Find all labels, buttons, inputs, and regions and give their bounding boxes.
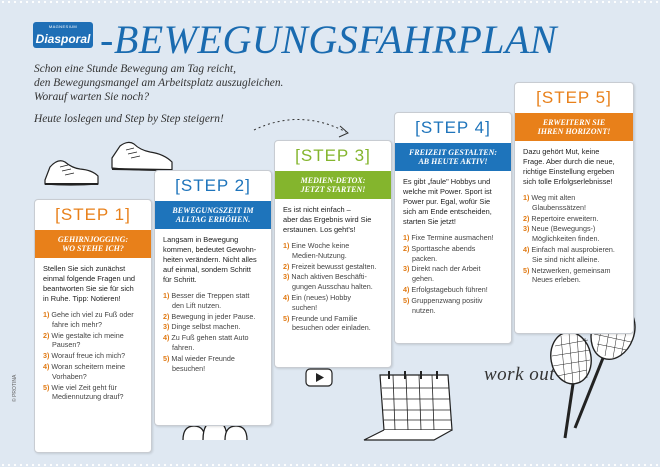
list-item-number: 5) — [523, 265, 530, 275]
step-heading — [395, 143, 511, 171]
step-heading-line: MEDIEN-DETOX: — [300, 176, 366, 185]
step-description-line: Power pur. Egal, wofür Sie — [403, 197, 491, 206]
step-heading-line: FREIZEIT GESTALTEN: — [408, 148, 498, 157]
step-description-line: sich tolle Erfolgserlebnisse! — [523, 177, 613, 186]
list-item-number: 5) — [163, 353, 170, 363]
step-list — [275, 235, 391, 333]
list-item-number: 5) — [283, 313, 290, 323]
list-item — [403, 285, 505, 295]
list-item-text: Freunde und Familie — [291, 313, 358, 323]
step-description-line: erstaunen. Los geht's! — [283, 225, 356, 234]
list-item — [283, 314, 385, 334]
list-item-number: 3) — [283, 272, 290, 282]
logo-subtitle: MAGNESIUM — [48, 24, 78, 29]
step-heading-line: ALLTAG ERHÖHEN. — [175, 215, 251, 224]
step-list — [515, 187, 633, 285]
list-item-text: Mal wieder Freunde — [171, 353, 235, 363]
step-description-line: welche mit Power. Sport ist — [403, 187, 492, 196]
intro-text — [34, 62, 324, 104]
list-item-number: 1) — [403, 233, 410, 242]
list-item-number: 2) — [163, 311, 170, 321]
step-description-line: Stellen Sie sich zunächst — [43, 264, 126, 273]
step-label: [STEP 5] — [536, 88, 612, 107]
list-item-text: Nach aktiven Beschäfti- — [291, 272, 367, 282]
list-item — [403, 264, 505, 284]
step-heading-line: GEHIRNJOGGING: — [57, 235, 129, 244]
list-item — [163, 322, 265, 332]
step-label: [STEP 3] — [295, 146, 371, 165]
list-item-text: Repertoire erweitern. — [531, 213, 599, 223]
list-item — [43, 310, 145, 330]
step-description-line: starten Sie jetzt! — [403, 217, 456, 226]
step-list — [395, 227, 511, 315]
list-item-text: Möglichkeiten finden. — [532, 234, 600, 244]
calendar-icon — [360, 370, 460, 445]
list-item-text: Fixe Termine ausmachen! — [411, 233, 494, 242]
list-item-number: 3) — [403, 264, 410, 274]
list-item-text: Ein (neues) Hobby — [291, 292, 351, 302]
list-item-number: 2) — [523, 213, 530, 223]
list-item-text: Neues erleben. — [532, 275, 581, 285]
list-item-text: Eine Woche keine — [291, 241, 350, 250]
list-item — [43, 331, 145, 351]
list-item — [163, 312, 265, 322]
workout-label: work out — [484, 364, 556, 385]
step-card-3 — [274, 140, 392, 368]
list-item-number: 5) — [43, 382, 50, 392]
brand-logo — [33, 22, 93, 48]
step-description-line: Es gibt „faule" Hobbys und — [403, 177, 491, 186]
list-item-text: Gruppenzwang positiv — [411, 295, 483, 305]
list-item-text: Dinge selbst machen. — [171, 322, 241, 332]
list-item-number: 5) — [403, 295, 410, 305]
step-heading-line: AB HEUTE AKTIV! — [418, 157, 488, 166]
list-item — [283, 262, 385, 272]
perforation-top — [0, 0, 660, 4]
list-item-number: 2) — [283, 261, 290, 271]
list-item-text: Bewegung in jeder Pause. — [171, 311, 256, 321]
step-description — [35, 258, 151, 304]
logo-name: Diasporal — [35, 32, 91, 46]
list-item — [403, 296, 505, 316]
list-item-text: Weg mit alten — [531, 193, 576, 202]
list-item-number: 3) — [43, 351, 50, 361]
list-item-number: 1) — [43, 310, 50, 319]
list-item — [283, 241, 385, 261]
step-description-line: sich am Ende entscheiden, — [403, 207, 492, 216]
step-description-line: beantworten Sie sie für sich — [43, 284, 134, 293]
step-heading — [35, 230, 151, 258]
list-item-text: fahren. — [172, 342, 195, 352]
step-description-line: Langsam in Bewegung — [163, 235, 239, 244]
copyright: © PROTINA — [12, 374, 18, 402]
list-item-text: nutzen. — [412, 305, 436, 315]
step-description-line: einmal folgende Fragen und — [43, 274, 136, 283]
step-list — [155, 285, 271, 373]
step-label: [STEP 1] — [55, 205, 131, 224]
step-heading-line: BEWEGUNGSZEIT IM — [172, 206, 254, 215]
list-item-number: 2) — [403, 243, 410, 253]
list-item-text: Sie sind nicht alleine. — [532, 254, 600, 264]
step-heading-line: WO STEHE ICH? — [62, 244, 124, 253]
step-card-5 — [514, 82, 634, 334]
step-description-line: Es ist nicht einfach – — [283, 205, 351, 214]
list-item-text: Neue (Bewegungs-) — [531, 224, 596, 234]
step-description — [275, 199, 391, 235]
intro-line: den Bewegungsmangel am Arbeitsplatz auszugleichen. — [34, 77, 284, 89]
list-item-text: den Lift nutzen. — [172, 300, 222, 310]
step-description — [395, 171, 511, 227]
tagline: Heute loslegen und Step by Step steigern! — [34, 113, 224, 125]
step-description-line: für Schritt. — [163, 275, 197, 284]
list-item — [43, 351, 145, 361]
list-item-text: suchen! — [292, 302, 318, 312]
step-description-line: aber das Ergebnis wird Sie — [283, 215, 372, 224]
list-item-text: Mediennutzung drauf? — [52, 392, 124, 402]
list-item-number: 2) — [43, 330, 50, 340]
list-item-text: Wie gestalte ich meine — [51, 330, 124, 340]
list-item-text: Gehe ich viel zu Fuß oder — [51, 310, 134, 319]
list-item — [523, 245, 627, 265]
perforation-bottom — [0, 463, 660, 467]
list-item-number: 3) — [163, 322, 170, 332]
list-item-text: Wie viel Zeit geht für — [51, 382, 117, 392]
list-item-text: gehen. — [412, 274, 434, 284]
step-card-2 — [154, 170, 272, 426]
step-heading — [155, 201, 271, 229]
step-label: [STEP 2] — [175, 176, 251, 195]
step-card-4 — [394, 112, 512, 344]
list-item-text: Freizeit bewusst gestalten. — [291, 261, 377, 271]
step-description-line: richtige Einstellung ergeben — [523, 167, 615, 176]
step-list — [35, 304, 151, 402]
list-item-text: Einfach mal ausprobieren. — [531, 244, 615, 254]
list-item — [283, 272, 385, 292]
list-item-text: Netzwerken, gemeinsam — [531, 265, 611, 275]
list-item — [523, 193, 627, 213]
step-description-line: Frage. Aber durch die neue, — [523, 157, 615, 166]
step-description-line: auf einmal, sondern Schritt — [163, 265, 251, 274]
step-description — [155, 229, 271, 285]
list-item — [43, 362, 145, 382]
list-item-text: Direkt nach der Arbeit — [411, 264, 481, 274]
list-item — [163, 291, 265, 311]
step-description-line: in Ruhe. Tipp: Notieren! — [43, 294, 121, 303]
list-item — [523, 266, 627, 286]
step-description-line: heiten verändern. Nicht alles — [163, 255, 257, 264]
list-item-text: Glaubenssätzen! — [532, 202, 586, 212]
list-item-number: 1) — [283, 241, 290, 250]
list-item-text: Medien-Nutzung. — [292, 250, 347, 260]
list-item-text: besuchen! — [172, 363, 206, 373]
list-item — [523, 224, 627, 244]
list-item — [523, 214, 627, 224]
step-heading-line: JETZT STARTEN! — [300, 185, 366, 194]
list-item — [403, 233, 505, 243]
step-description-line: kommen, bedeutet Gewohn- — [163, 245, 257, 254]
step-description-line: Dazu gehört Mut, keine — [523, 147, 600, 156]
list-item-text: Worauf freue ich mich? — [51, 351, 126, 361]
intro-line: Worauf warten Sie noch? — [34, 91, 150, 103]
page-title: -BEWEGUNGSFAHRPLAN — [100, 17, 558, 62]
intro-line: Schon eine Stunde Bewegung am Tag reicht, — [34, 63, 236, 75]
list-item — [403, 244, 505, 264]
list-item-number: 4) — [283, 292, 290, 302]
list-item-text: Zu Fuß gehen statt Auto — [171, 333, 249, 343]
list-item-number: 4) — [403, 284, 410, 294]
step-card-1 — [34, 199, 152, 453]
list-item-text: packen. — [412, 253, 438, 263]
list-item — [283, 293, 385, 313]
list-item — [163, 333, 265, 353]
play-icon — [305, 368, 335, 388]
list-item-text: Vorhaben? — [52, 371, 87, 381]
list-item-number: 3) — [523, 224, 530, 234]
list-item-text: Besser die Treppen statt — [171, 291, 250, 300]
list-item-text: Sporttasche abends — [411, 243, 476, 253]
step-label: [STEP 4] — [415, 118, 491, 137]
list-item-number: 1) — [163, 291, 170, 300]
list-item-text: Woran scheitern meine — [51, 361, 126, 371]
list-item-text: Pausen? — [52, 340, 81, 350]
list-item — [43, 383, 145, 403]
step-description — [515, 141, 633, 187]
list-item-text: fahre ich mehr? — [52, 319, 102, 329]
list-item-number: 4) — [163, 333, 170, 343]
list-item-number: 1) — [523, 193, 530, 202]
step-heading — [515, 113, 633, 141]
list-item-text: gungen Ausschau halten. — [292, 282, 373, 292]
list-item-text: Erfolgstagebuch führen! — [411, 284, 488, 294]
step-heading — [275, 171, 391, 199]
list-item-number: 4) — [523, 244, 530, 254]
list-item-text: besuchen oder einladen. — [292, 323, 371, 333]
list-item-number: 4) — [43, 361, 50, 371]
list-item — [163, 354, 265, 374]
step-heading-line: IHREN HORIZONT! — [537, 127, 611, 136]
step-heading-line: ERWEITERN SIE — [542, 118, 606, 127]
